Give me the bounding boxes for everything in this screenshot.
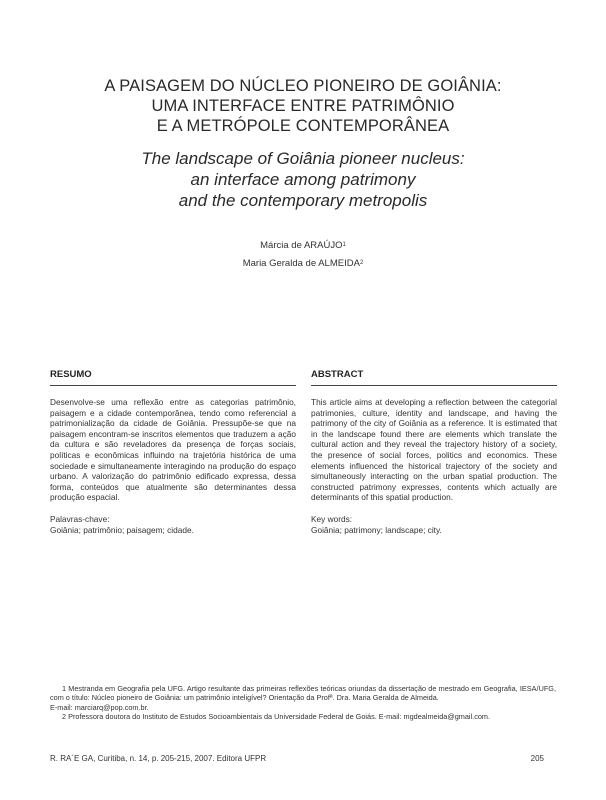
footnotes (50, 684, 556, 722)
author-1 (40, 237, 566, 255)
keywords-text: Goiânia; patrimony; landscape; city. (311, 524, 442, 535)
title-en-line: The landscape of Goiânia pioneer nucleus: (141, 149, 465, 168)
title-english (40, 148, 566, 211)
keywords-text: Goiânia; patrimônio; paisagem; cidade. (50, 524, 194, 535)
resumo-section (50, 369, 296, 535)
abstract-section (311, 369, 557, 535)
resumo-body: Desenvolve-se uma reflexão entre as categorias patrimônio, paisagem e a cidade contemporânea, tendo como referencial a patrimonialização da cidade de Goiânia. Pressupõe-se que na paisagem encontram-se inscritos elementos que traduzem a ação da cultura e são reveladores da presença de forças sociais, políticas e econômicas influindo na trajetória histórica de uma sociedade e simultaneamente interagindo na produção do espaço urbano. A valorização do patrimônio edificado expressa, dessa forma, conteúdos que atualmente são determinantes dessa produção espacial. (50, 397, 296, 503)
keywords-label: Palavras-chave: (50, 513, 110, 524)
footnote-1-email: E-mail: marciarq@pop.com.br. (50, 702, 149, 712)
palavras-chave (50, 514, 296, 535)
keywords-label-text: Key words (311, 513, 350, 524)
abstract-body: This article aims at developing a reflection between the categorial patrimonies, culture, identity and landscape, and having the patrimony of the city of Goiânia as a reference. It is estimated that in the landscape found there are elements which translate the cultural action and they reveal the trajectory history of a society, the presence of social forces, politics and economics. These elements influenced the historical trajectory of the society and simultaneously interacting on the urban spatial production. The constructed patrimony expresses, contents which actually are determinants of this spatial production. (311, 397, 557, 503)
title-pt-line: UMA INTERFACE ENTRE PATRIMÔNIO (151, 97, 455, 115)
abstract-heading: ABSTRACT (311, 369, 557, 386)
footnote-2: 2 Professora doutora do Instituto de Estudos Socioambientais da Universidade Federal de Goiás. E-mail: mgdealmeida@gmail.com. (62, 712, 491, 722)
resumo-heading: RESUMO (50, 369, 296, 386)
journal-citation: R. RA´E GA, Curitiba, n. 14, p. 205-215, 2007. Editora UFPR (50, 754, 267, 763)
author-list (40, 237, 566, 273)
title-portuguese (40, 76, 566, 136)
keywords-label: Key words: (311, 513, 353, 524)
title-pt-line: A PAISAGEM DO NÚCLEO PIONEIRO DE GOIÂNIA: (104, 77, 502, 95)
footnote-mark: 2 (359, 260, 364, 266)
title-en-line: an interface among patrimony (190, 170, 416, 189)
keywords-label-text: Palavras-chave (50, 513, 108, 524)
page-number: 205 (530, 754, 544, 763)
title-en-line: and the contemporary metropolis (178, 191, 428, 210)
author-name: Maria Geralda de ALMEIDA (242, 258, 360, 269)
footnote-mark: 1 (342, 242, 346, 248)
footnote-1: 1 Mestranda em Geografia pela UFG. Artigo resultante das primeiras reflexões teóricas oriundas da dissertação de mestrado em Geografia, IESA/UFG, com o título: Núcleo pioneiro de Goiânia: um patrimônio inteligível? Orientação da Profª. Dra. Maria Geralda de Almeida. (50, 684, 556, 703)
title-pt-line: E A METRÓPOLE CONTEMPORÂNEA (156, 117, 450, 135)
author-2 (40, 255, 566, 273)
key-words (311, 514, 557, 535)
author-name: Márcia de ARAÚJO (260, 240, 343, 251)
